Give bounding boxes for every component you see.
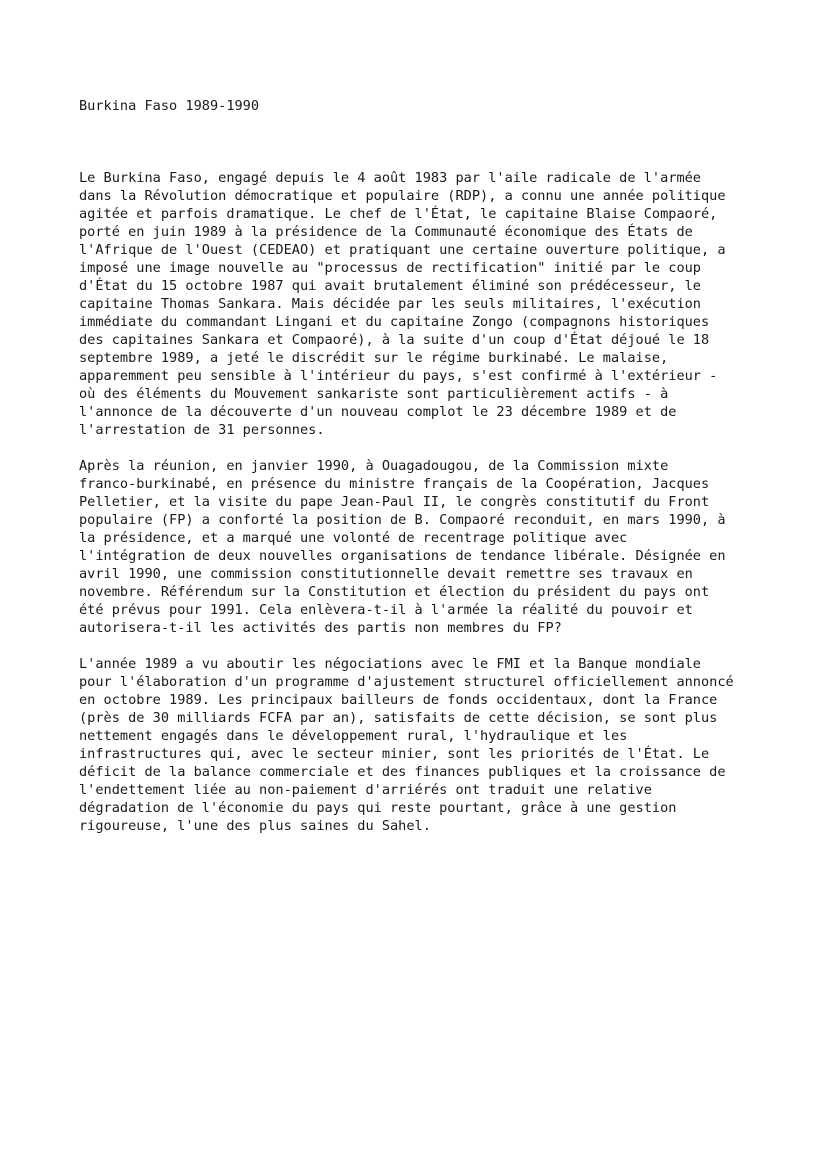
document-title: Burkina Faso 1989-1990 bbox=[79, 98, 260, 114]
paragraph-1: Le Burkina Faso, engagé depuis le 4 août 1983 par l'aile radicale de l'armée dans la Révolution démocratique et populaire (RDP), a connu une année politique agitée et parfois dramatique. Le chef de l'État, le capitaine Blaise Compaoré, porté en juin 1989 à la présidence de la Communauté économique des États de l'Afrique de l'Ouest (CEDEAO) et pratiquant une certaine ouverture politique, a imposé une image nouvelle au "processus de rectification" initié par le coup d'État du 15 octobre 1987 qui avait brutalement éliminé son prédécesseur, le capitaine Thomas Sankara. Mais décidée par les seuls militaires, l'exécution immédiate du commandant Lingani et du capitaine Zongo (compagnons historiques des capitaines Sankara et Compaoré), à la suite d'un coup d'État déjoué le 18 septembre 1989, a jeté le discrédit sur le régime burkinabé. Le malaise, apparemment peu sensible à l'intérieur du pays, s'est confirmé à l'extérieur - où des éléments du Mouvement sankariste sont particulièrement actifs - à l'annonce de la découverte d'un nouveau complot le 23 décembre 1989 et de l'arrestation de 31 personnes. bbox=[79, 170, 726, 438]
paragraph-2: Après la réunion, en janvier 1990, à Ouagadougou, de la Commission mixte franco-burkinabé, en présence du ministre français de la Coopération, Jacques Pelletier, et la visite du pape Jean-Paul II, le congrès constitutif du Front populaire (FP) a conforté la position de B. Compaoré reconduit, en mars 1990, à la présidence, et a marqué une volonté de recentrage politique avec l'intégration de deux nouvelles organisations de tendance libérale. Désignée en avril 1990, une commission constitutionnelle devait remettre ses travaux en novembre. Référendum sur la Constitution et élection du président du pays ont été prévus pour 1991. Cela enlèvera-t-il à l'armée la réalité du pouvoir et autorisera-t-il les activités des partis non membres du FP? bbox=[79, 458, 726, 636]
document-body bbox=[79, 169, 759, 853]
paragraph-3: L'année 1989 a vu aboutir les négociations avec le FMI et la Banque mondiale pour l'élaboration d'un programme d'ajustement structurel officiellement annoncé en octobre 1989. Les principaux bailleurs de fonds occidentaux, dont la France (près de 30 milliards FCFA par an), satisfaits de cette décision, se sont plus nettement engagés dans le développement rural, l'hydraulique et les infrastructures qui, avec le secteur minier, sont les priorités de l'État. Le déficit de la balance commerciale et des finances publiques et la croissance de l'endettement liée au non-paiement d'arriérés ont traduit une relative dégradation de l'économie du pays qui reste pourtant, grâce à une gestion rigoureuse, l'une des plus saines du Sahel. bbox=[79, 656, 734, 834]
